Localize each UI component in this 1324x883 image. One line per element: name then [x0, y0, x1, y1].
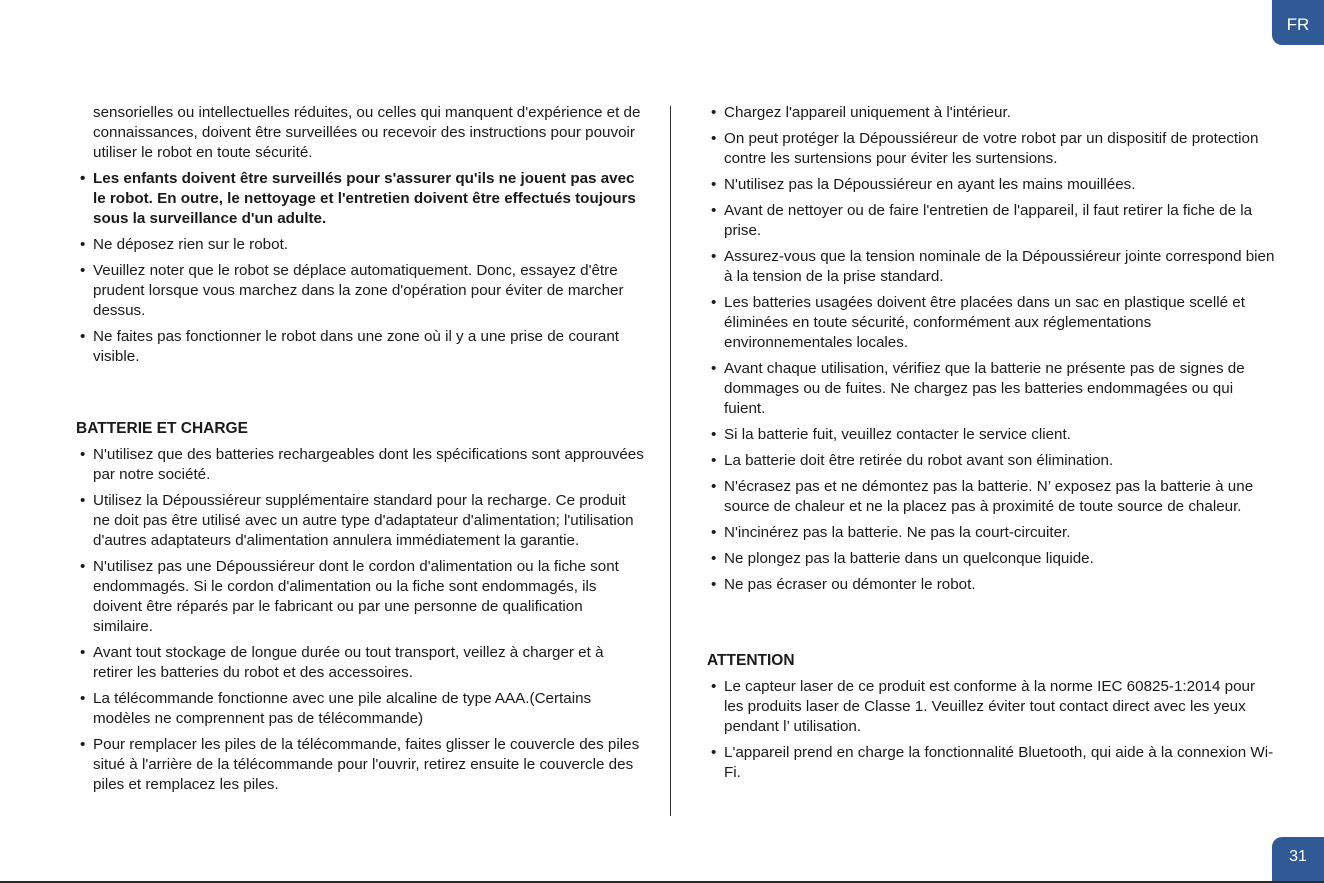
- left-column: [76, 103, 646, 801]
- attention-list: [707, 677, 1277, 783]
- list-item: • On peut protéger la Dépoussiéreur de votre robot par un dispositif de protection contre les surtensions pour éviter les surtensions.: [707, 129, 1277, 169]
- battery-list: [76, 445, 646, 795]
- attention-section-title: ATTENTION: [707, 652, 795, 669]
- list-item: • Le capteur laser de ce produit est conforme à la norme IEC 60825-1:2014 pour les produits laser de Classe 1. Veuillez éviter tout contact direct avec les yeux pendant l’ utilisation.: [707, 677, 1277, 737]
- page-number: 31: [1289, 848, 1307, 865]
- list-item: • Chargez l'appareil uniquement à l'intérieur.: [707, 103, 1277, 123]
- list-item: • N'utilisez pas une Dépoussiéreur dont le cordon d'alimentation ou la fiche sont endommagés. Si le cordon d'alimentation ou la fiche sont endommagés, ils doivent être réparés par le fabricant ou par une personne de qualification similaire.: [76, 557, 646, 637]
- list-item: • La télécommande fonctionne avec une pile alcaline de type AAA.(Certains modèles ne comprennent pas de télécommande): [76, 689, 646, 729]
- list-item: • Ne déposez rien sur le robot.: [76, 235, 646, 255]
- language-tab: [1272, 0, 1324, 45]
- charging-list: [707, 103, 1277, 595]
- language-label: FR: [1286, 14, 1310, 34]
- battery-section-title: BATTERIE ET CHARGE: [76, 420, 248, 437]
- list-item: • N'utilisez pas la Dépoussiéreur en ayant les mains mouillées.: [707, 175, 1277, 195]
- list-item: • Ne faites pas fonctionner le robot dans une zone où il y a une prise de courant visible.: [76, 327, 646, 367]
- right-column: [707, 103, 1277, 789]
- page-number-tab: [1272, 837, 1324, 883]
- list-item: • Les enfants doivent être surveillés pour s'assurer qu'ils ne jouent pas avec le robot. En outre, le nettoyage et l'entretien doivent être effectués toujours sous la surveillance d'un adulte.: [76, 169, 646, 229]
- list-item: • Avant de nettoyer ou de faire l'entretien de l'appareil, il faut retirer la fiche de la prise.: [707, 201, 1277, 241]
- list-item: • Les batteries usagées doivent être placées dans un sac en plastique scellé et éliminées en toute sécurité, conformément aux réglementations environnementales locales.: [707, 293, 1277, 353]
- intro-continuation: sensorielles ou intellectuelles réduites, ou celles qui manquent d'expérience et de connaissances, doivent être surveillées ou recevoir des instructions pour pouvoir utiliser le robot en toute sécurité.: [93, 104, 641, 161]
- list-item: • Ne plongez pas la batterie dans un quelconque liquide.: [707, 549, 1277, 569]
- list-item: • Pour remplacer les piles de la télécommande, faites glisser le couvercle des piles situé à l'arrière de la télécommande pour l'ouvrir, retirez ensuite le couvercle des piles et remplacez les piles.: [76, 735, 646, 795]
- list-item: • N'écrasez pas et ne démontez pas la batterie. N’ exposez pas la batterie à une source de chaleur et ne la placez pas à proximité de toute source de chaleur.: [707, 477, 1277, 517]
- list-item: • Avant tout stockage de longue durée ou tout transport, veillez à charger et à retirer les batteries du robot et des accessoires.: [76, 643, 646, 683]
- list-item: • Avant chaque utilisation, vérifiez que la batterie ne présente pas de signes de dommages ou de fuites. Ne chargez pas les batteries endommagées ou qui fuient.: [707, 359, 1277, 419]
- list-item: • La batterie doit être retirée du robot avant son élimination.: [707, 451, 1277, 471]
- list-item: • Assurez-vous que la tension nominale de la Dépoussiéreur jointe correspond bien à la tension de la prise standard.: [707, 247, 1277, 287]
- safety-list: [76, 169, 646, 367]
- list-item: • Veuillez noter que le robot se déplace automatiquement. Donc, essayez d'être prudent lorsque vous marchez dans la zone d'opération pour éviter de marcher dessus.: [76, 261, 646, 321]
- list-item: • Si la batterie fuit, veuillez contacter le service client.: [707, 425, 1277, 445]
- list-item: • N'utilisez que des batteries rechargeables dont les spécifications sont approuvées par notre société.: [76, 445, 646, 485]
- list-item: • N'incinérez pas la batterie. Ne pas la court-circuiter.: [707, 523, 1277, 543]
- list-item: • Utilisez la Dépoussiéreur supplémentaire standard pour la recharge. Ce produit ne doit pas être utilisé avec un autre type d'adaptateur d'alimentation; l'utilisation d'autres adaptateurs d'alimentation annulera immédiatement la garantie.: [76, 491, 646, 551]
- column-divider: [670, 106, 671, 816]
- list-item: • Ne pas écraser ou démonter le robot.: [707, 575, 1277, 595]
- list-item: • L'appareil prend en charge la fonctionnalité Bluetooth, qui aide à la connexion Wi-Fi.: [707, 743, 1277, 783]
